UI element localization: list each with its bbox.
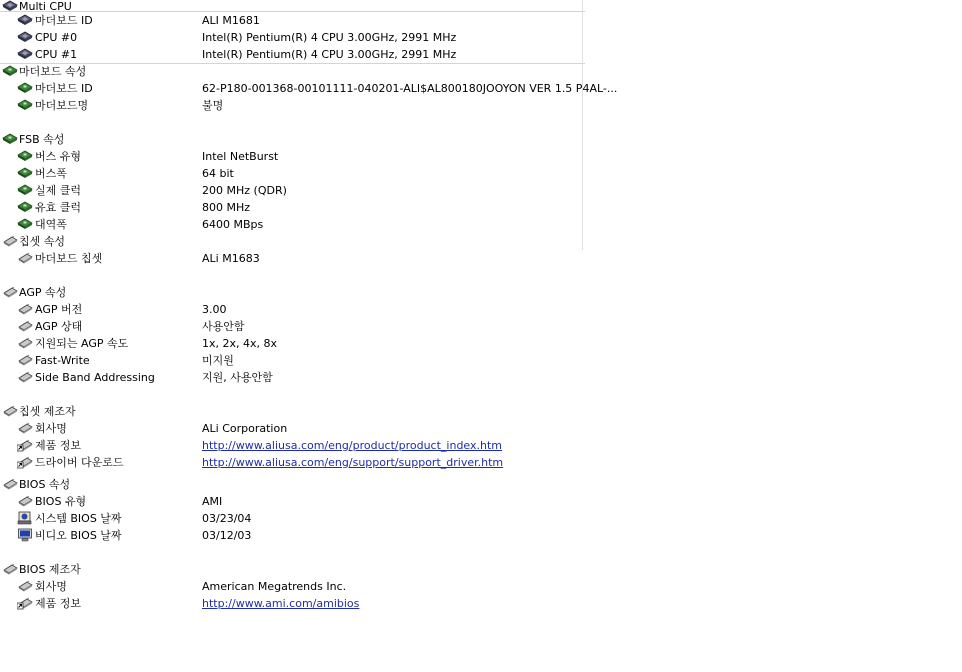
property-label: 회사명	[35, 580, 67, 593]
property-link[interactable]: http://www.aliusa.com/eng/support/support_driver.htm	[202, 456, 504, 469]
section-title: 칩셋 제조자	[19, 405, 76, 418]
chip-link-icon	[17, 596, 33, 610]
property-row[interactable]	[0, 216, 585, 233]
chip-icon	[2, 404, 18, 418]
property-value: 1x, 2x, 4x, 8x	[202, 337, 278, 350]
chip-icon	[2, 562, 18, 576]
property-label: CPU #0	[35, 31, 78, 44]
chip-icon	[2, 477, 18, 491]
property-row[interactable]	[0, 335, 585, 352]
property-row[interactable]	[0, 578, 585, 595]
chip-icon	[17, 370, 33, 384]
property-label: AGP 버전	[35, 303, 83, 316]
property-value: ALi Corporation	[202, 422, 288, 435]
cpu-icon	[17, 47, 33, 61]
property-label: 버스 유형	[35, 150, 82, 163]
motherboard-icon	[2, 64, 18, 78]
property-row[interactable]	[0, 352, 585, 369]
section-title: BIOS 제조자	[19, 563, 81, 576]
chip-icon	[17, 251, 33, 265]
property-row[interactable]	[0, 199, 585, 216]
property-value: Intel(R) Pentium(R) 4 CPU 3.00GHz, 2991 MHz	[202, 31, 457, 44]
section-title: 칩셋 속성	[19, 235, 66, 248]
property-label: 대역폭	[35, 218, 67, 231]
motherboard-icon	[17, 217, 33, 231]
property-row[interactable]	[0, 437, 585, 454]
chip-icon	[17, 579, 33, 593]
property-label: Fast-Write	[35, 354, 90, 367]
property-label: 제품 정보	[35, 597, 82, 610]
section-header[interactable]	[0, 233, 585, 250]
property-row[interactable]	[0, 46, 585, 63]
chip-icon	[17, 336, 33, 350]
property-label: 마더보드 칩셋	[35, 252, 103, 265]
chip-link-icon	[17, 455, 33, 469]
property-label: 버스폭	[35, 167, 67, 180]
chip-icon	[2, 285, 18, 299]
property-value: 03/23/04	[202, 512, 252, 525]
motherboard-icon	[2, 132, 18, 146]
property-label: AGP 상태	[35, 320, 83, 333]
property-value: 미지원	[202, 354, 234, 367]
property-row[interactable]	[0, 301, 585, 318]
cpu-icon	[17, 30, 33, 44]
property-value: 200 MHz (QDR)	[202, 184, 287, 197]
chip-icon	[2, 234, 18, 248]
property-label: BIOS 유형	[35, 495, 87, 508]
section-title: Multi CPU	[19, 0, 72, 13]
property-row[interactable]	[0, 250, 585, 267]
section-header[interactable]	[0, 131, 585, 148]
motherboard-icon	[17, 183, 33, 197]
property-label: 시스템 BIOS 날짜	[35, 512, 122, 525]
section-header[interactable]	[0, 284, 585, 301]
property-row[interactable]	[0, 493, 585, 510]
property-link[interactable]: http://www.ami.com/amibios	[202, 597, 360, 610]
property-value: AMI	[202, 495, 223, 508]
property-label: 드라이버 다운로드	[35, 456, 124, 469]
section-title: FSB 속성	[19, 133, 65, 146]
property-value: 800 MHz	[202, 201, 251, 214]
property-row[interactable]	[0, 369, 585, 386]
property-row[interactable]	[0, 29, 585, 46]
system-bios-icon	[17, 511, 33, 525]
property-value: 사용안함	[202, 320, 245, 333]
chip-link-icon	[17, 438, 33, 452]
property-label: 유효 클럭	[35, 201, 82, 214]
property-label: 지원되는 AGP 속도	[35, 337, 129, 350]
property-value: 64 bit	[202, 167, 234, 180]
property-row[interactable]	[0, 182, 585, 199]
chip-icon	[17, 353, 33, 367]
section-header[interactable]	[0, 403, 585, 420]
property-label: 제품 정보	[35, 439, 82, 452]
property-row[interactable]	[0, 12, 585, 29]
property-link[interactable]: http://www.aliusa.com/eng/product/product_index.htm	[202, 439, 503, 452]
motherboard-icon	[17, 98, 33, 112]
property-value: 지원, 사용안함	[202, 371, 273, 384]
property-row[interactable]	[0, 148, 585, 165]
chip-icon	[17, 319, 33, 333]
chip-icon	[17, 494, 33, 508]
property-value: 62-P180-001368-00101111-040201-ALI$AL800180JOOYON VER 1.5 P4AL-...	[202, 82, 618, 95]
property-label: CPU #1	[35, 48, 78, 61]
motherboard-icon	[17, 166, 33, 180]
property-value: American Megatrends Inc.	[202, 580, 347, 593]
property-row[interactable]	[0, 165, 585, 182]
property-row[interactable]	[0, 510, 585, 527]
motherboard-icon	[17, 81, 33, 95]
motherboard-icon	[17, 149, 33, 163]
section-title: BIOS 속성	[19, 478, 71, 491]
property-row[interactable]	[0, 527, 585, 544]
monitor-icon	[17, 528, 33, 542]
chip-icon	[17, 302, 33, 316]
property-label: 회사명	[35, 422, 67, 435]
chip-icon	[17, 421, 33, 435]
property-value: Intel(R) Pentium(R) 4 CPU 3.00GHz, 2991 MHz	[202, 48, 457, 61]
property-label: 마더보드명	[35, 99, 89, 112]
cpu-icon	[17, 13, 33, 27]
property-row[interactable]	[0, 80, 618, 97]
property-label: 마더보드 ID	[35, 14, 93, 27]
property-value: ALi M1683	[202, 252, 260, 265]
property-value: 3.00	[202, 303, 227, 316]
property-row[interactable]	[0, 420, 585, 437]
property-row[interactable]	[0, 318, 585, 335]
section-title: 마더보드 속성	[19, 65, 87, 78]
property-value: 불명	[202, 99, 224, 112]
section-header[interactable]	[0, 561, 585, 578]
property-label: 비디오 BIOS 날짜	[35, 529, 122, 542]
property-row[interactable]	[0, 454, 585, 471]
property-label: 실제 클럭	[35, 184, 82, 197]
section-header[interactable]	[0, 476, 585, 493]
property-row[interactable]	[0, 97, 585, 114]
property-row[interactable]	[0, 595, 585, 612]
property-value: ALI M1681	[202, 14, 260, 27]
property-value: 6400 MBps	[202, 218, 264, 231]
property-label: Side Band Addressing	[35, 371, 155, 384]
section-title: AGP 속성	[19, 286, 67, 299]
motherboard-icon	[17, 200, 33, 214]
property-value: 03/12/03	[202, 529, 252, 542]
section-header[interactable]	[0, 63, 585, 80]
property-value: Intel NetBurst	[202, 150, 279, 163]
property-label: 마더보드 ID	[35, 82, 93, 95]
